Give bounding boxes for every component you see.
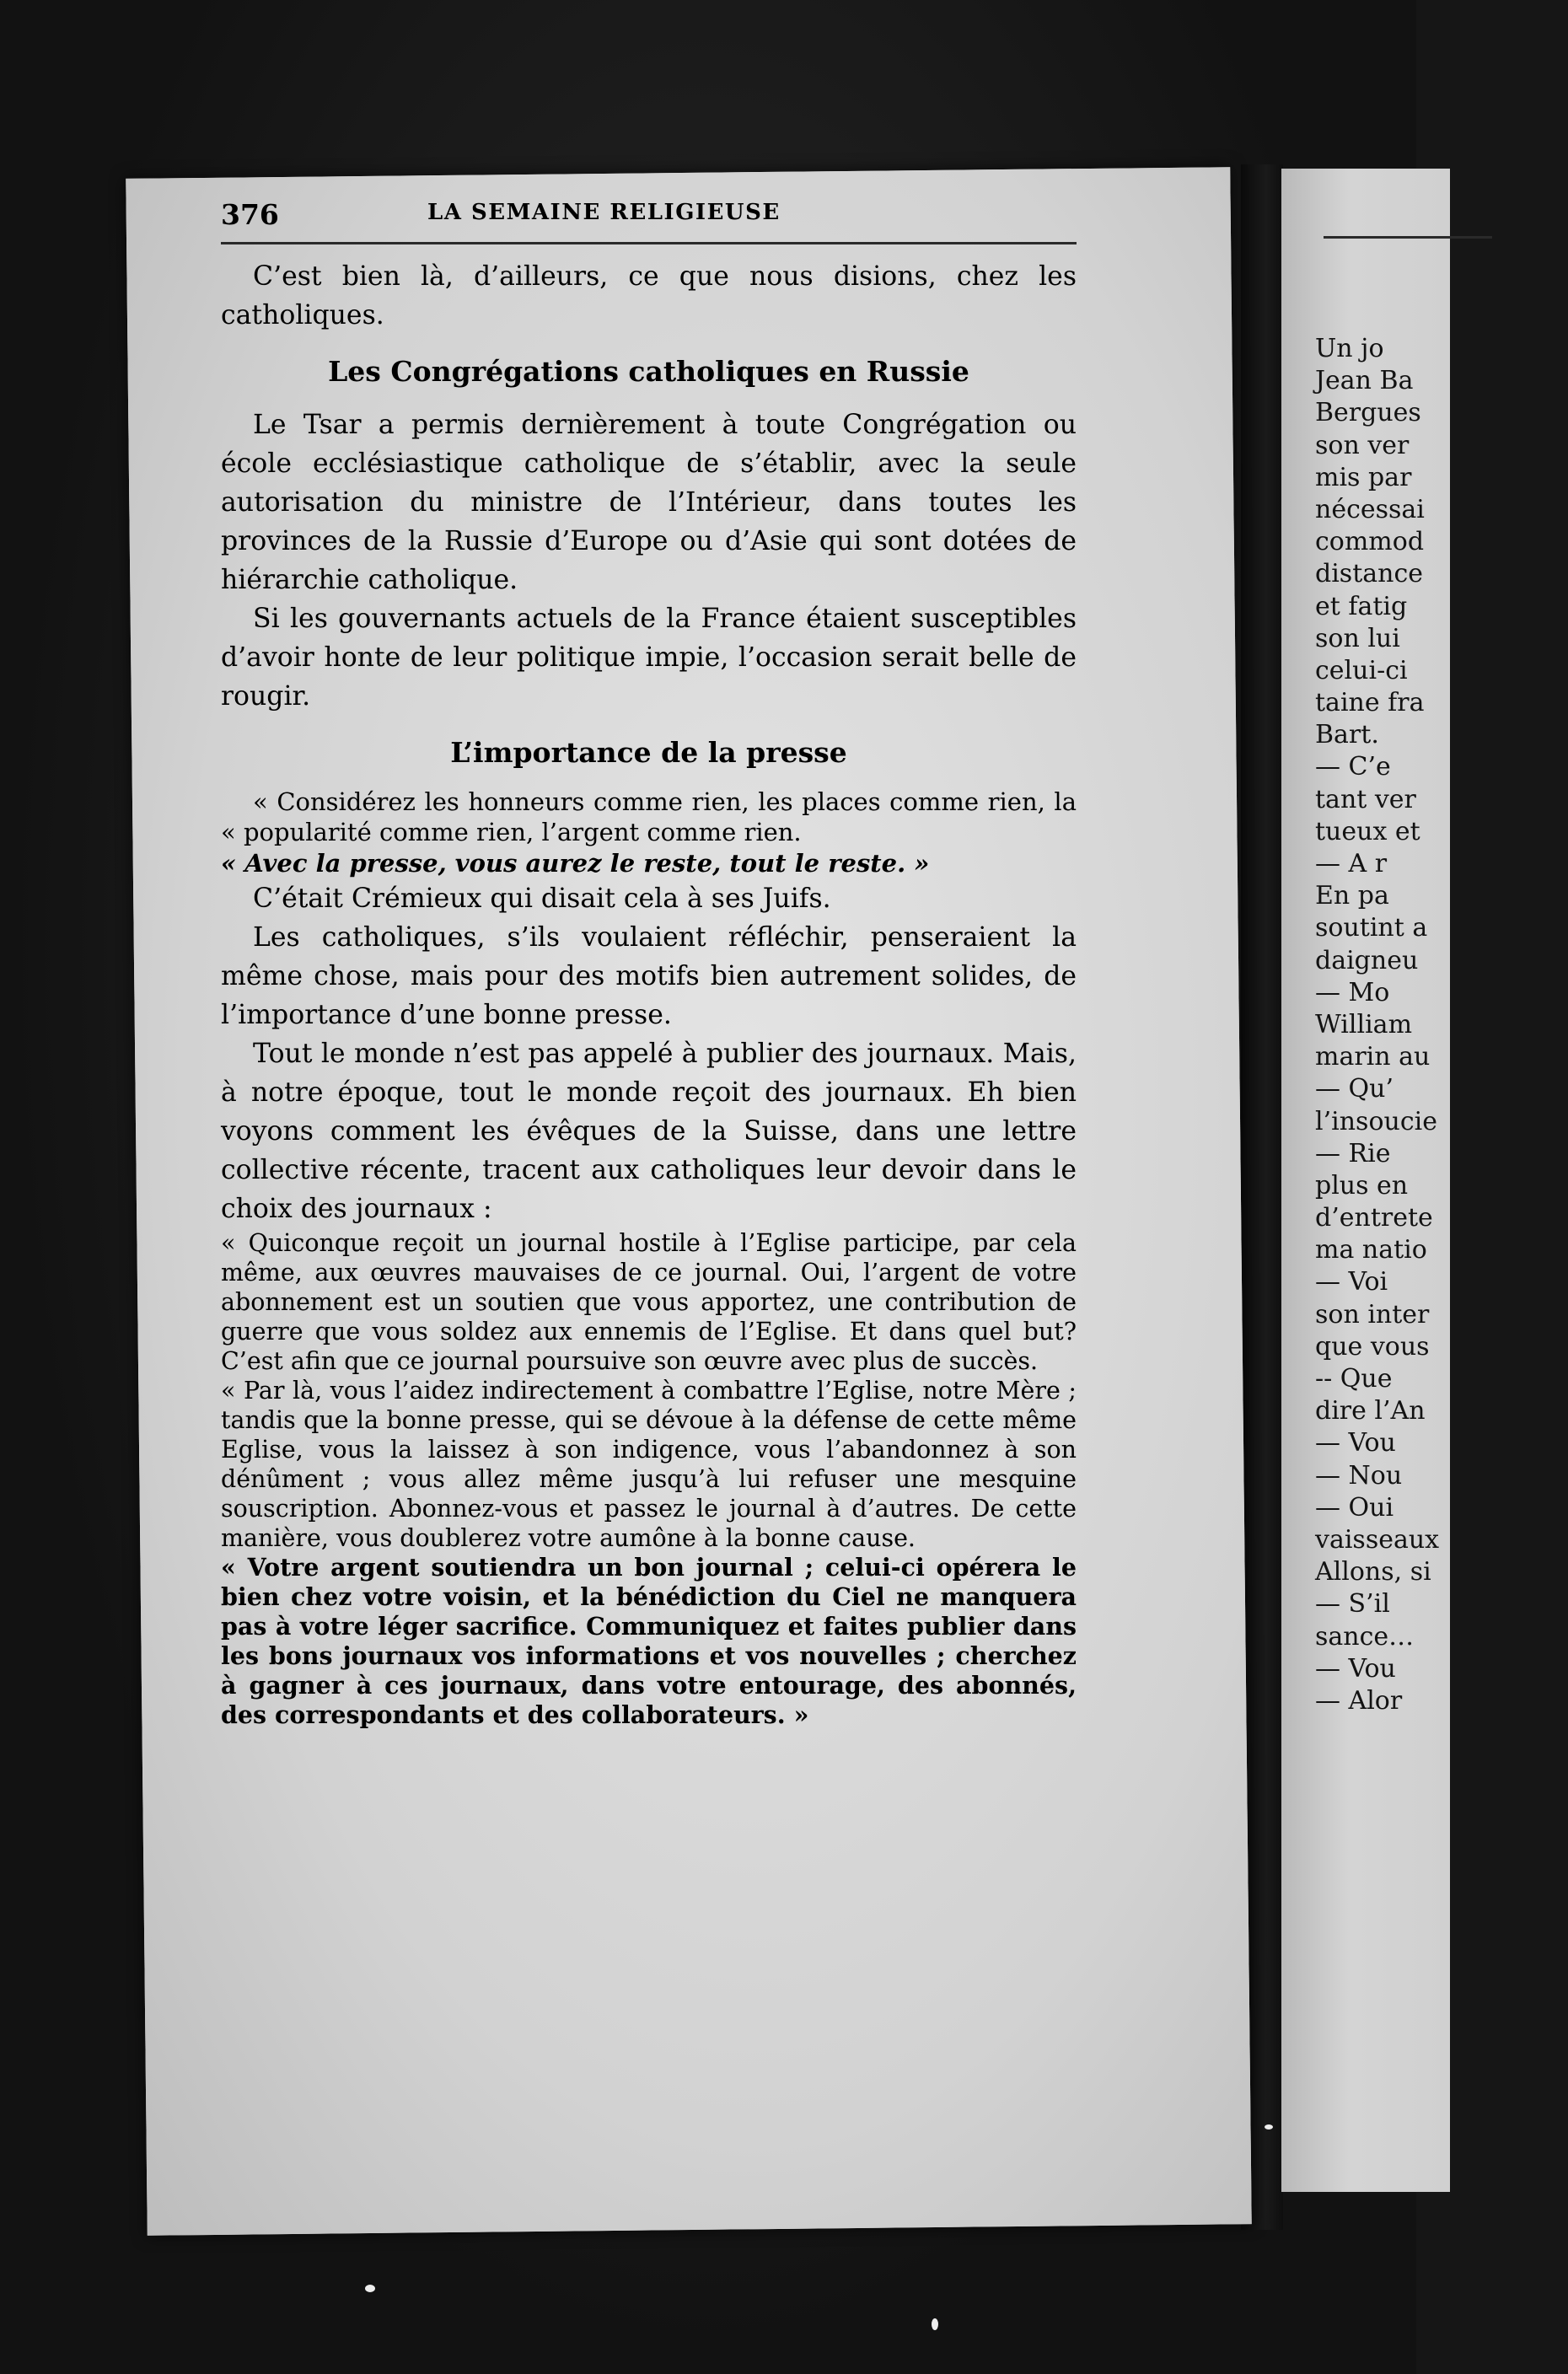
facing-page-text [1315, 333, 1568, 1717]
facing-page-line: d’entrete [1315, 1203, 1433, 1233]
scan-speck [365, 2285, 375, 2292]
facing-page-line: En pa [1315, 881, 1389, 911]
facing-page-line: nécessai [1315, 494, 1425, 524]
facing-page-line: — Rie [1315, 1138, 1391, 1168]
facing-page-line: son lui [1315, 623, 1400, 653]
facing-page-line: — C’e [1315, 752, 1391, 782]
facing-page-line: taine fra [1315, 688, 1425, 718]
facing-page-fragment [1281, 169, 1450, 2192]
facing-page-line: — Qu’ [1315, 1074, 1393, 1104]
facing-page-line: — S’il [1315, 1589, 1390, 1619]
facing-page-line: William [1315, 1009, 1413, 1039]
running-head: LA SEMAINE RELIGIEUSE [427, 200, 781, 225]
facing-page-line: que vous [1315, 1331, 1430, 1362]
facing-page-line: Bergues [1315, 398, 1421, 428]
letter-paragraph: « Quiconque reçoit un journal hostile à l’Eglise participe, par cela même, aux œuvres mauvaises de ce journal. Oui, l’argent de votre abonnement est un soutien que vous apportez, une contribution de guerre que vous soldez aux ennemis de l’Eglise. Et dans quel but? C’est afin que ce journal poursuive son œuvre avec plus de succès. [221, 1229, 1077, 1375]
letter-paragraph: « Votre argent soutiendra un bon journal ; celui-ci opérera le bien chez votre voisin, et la bénédiction du Ciel ne manquera pas à votre léger sacrifice. Communiquez et faites publier dans les bons journaux vos informations et vos nouvelles ; cherchez à gagner à ces journaux, dans votre entourage, des abonnés, des correspondants et des collaborateurs. » [221, 1553, 1077, 1729]
page-body [221, 257, 1077, 1730]
facing-page-line: tueux et [1315, 816, 1420, 846]
facing-page-line: mis par [1315, 462, 1412, 492]
facing-page-line: — Oui [1315, 1492, 1394, 1523]
facing-page-line: -- Que [1315, 1364, 1393, 1394]
intro-paragraph: C’est bien là, d’ailleurs, ce que nous disions, chez les catholiques. [221, 261, 1077, 330]
section-title-press: L’importance de la presse [450, 736, 847, 769]
facing-page-line: Bart. [1315, 720, 1379, 750]
facing-page-line: — A r [1315, 849, 1388, 878]
letter-paragraph: « Par là, vous l’aidez indirectement à combattre l’Eglise, notre Mère ; tandis que la bonne presse, qui se dévoue à la défense de cette même Eglise, vous la laissez à son indigence, vous l’abandonnez à son dénûment ; vous allez même jusqu’à lui refuser une mesquine souscription. Abonnez-vous et passez le journal à d’autres. De cette manière, vous doublerez votre aumône à la bonne cause. [221, 1377, 1077, 1552]
paragraph: Le Tsar a permis dernièrement à toute Congrégation ou école ecclésiastique catholique de s’établir, avec la seule autorisation du ministre de l’Intérieur, dans toutes les provinces de la Russie d’Europe ou d’Asie qui sont dotées de hiérarchie catholique. [221, 410, 1077, 595]
facing-page-line: plus en [1315, 1170, 1409, 1200]
facing-page-line: distance [1315, 559, 1424, 589]
facing-page-line: Un jo [1315, 334, 1384, 363]
facing-page-line: son ver [1315, 430, 1410, 460]
paragraph: C’était Crémieux qui disait cela à ses Juifs. [253, 884, 831, 914]
facing-page-line: — Mo [1315, 977, 1390, 1007]
header-rule [221, 242, 1077, 244]
facing-page-line: daigneu [1315, 945, 1419, 975]
quotation: « Considérez les honneurs comme rien, les places comme rien, la « popularité comme rien, l’argent comme rien. [221, 787, 1077, 846]
facing-page-line: marin au [1315, 1042, 1431, 1072]
scan-speck [1265, 2124, 1273, 2130]
quotation-italic: « Avec la presse, vous aurez le reste, tout le reste. » [221, 849, 930, 878]
facing-page-line: commod [1315, 527, 1425, 557]
facing-page-line: vaisseaux [1315, 1524, 1440, 1555]
facing-page-line: — Voi [1315, 1267, 1388, 1297]
facing-page-line: — Vou [1315, 1428, 1396, 1458]
facing-page-line: celui-ci [1315, 655, 1408, 685]
paragraph: Les catholiques, s’ils voulaient réfléchir, penseraient la même chose, mais pour des motifs bien autrement solides, de l’importance d’une bonne presse. [221, 922, 1077, 1030]
facing-page-line: sance… [1315, 1621, 1415, 1652]
facing-page-line: ma natio [1315, 1235, 1427, 1265]
facing-page-line: et fatig [1315, 591, 1408, 621]
paragraph: Tout le monde n’est pas appelé à publier des journaux. Mais, à notre époque, tout le monde reçoit des journaux. Eh bien voyons comment les évêques de la Suisse, dans une lettre collective récente, tracent aux catholiques leur devoir dans le choix des journaux : [221, 1039, 1077, 1224]
facing-page-line: son inter [1315, 1299, 1430, 1329]
facing-page-line: soutint a [1315, 913, 1428, 943]
facing-page-line: — Alor [1315, 1685, 1403, 1716]
facing-page-line: l’insoucie [1315, 1106, 1437, 1136]
facing-page-line: tant ver [1315, 784, 1416, 814]
facing-page-rule [1324, 236, 1492, 239]
page-header [221, 198, 1077, 249]
paragraph: Si les gouvernants actuels de la France étaient susceptibles d’avoir honte de leur politique impie, l’occasion serait belle de rougir. [221, 604, 1077, 712]
facing-page-line: Jean Ba [1315, 366, 1414, 396]
facing-page-line: Allons, si [1315, 1557, 1431, 1587]
facing-page-line: dire l’An [1315, 1396, 1426, 1426]
scan-speck [932, 2318, 938, 2330]
section-title-russia: Les Congrégations catholiques en Russie [328, 355, 969, 388]
facing-page-line: — Vou [1315, 1653, 1396, 1684]
page-number: 376 [221, 198, 279, 231]
facing-page-line: — Nou [1315, 1460, 1403, 1490]
